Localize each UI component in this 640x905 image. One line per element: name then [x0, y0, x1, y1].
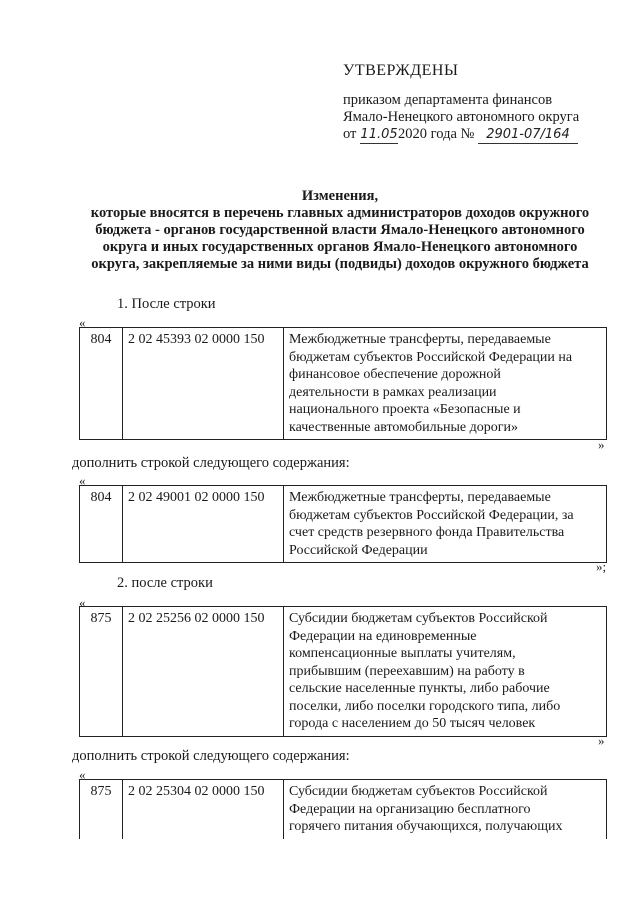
- table-row-new-1: [79, 485, 607, 563]
- title-line-4: округа, закрепляемые за ними виды (подвиды) доходов окружного бюджета: [91, 256, 589, 272]
- table-row-after-2: [79, 606, 607, 737]
- description-line: Субсидии бюджетам субъектов Российской: [289, 611, 548, 626]
- quote-open: «: [79, 473, 86, 488]
- table-row-after-1: [79, 327, 607, 440]
- description-line: Российской Федерации: [289, 542, 428, 558]
- description-line: горячего питания обучающихся, получающих: [289, 819, 563, 834]
- supplement-text-2: дополнить строкой следующего содержания:: [72, 748, 350, 764]
- date-prefix: от: [343, 126, 357, 142]
- kbk-cell: 2 02 25256 02 0000 150: [123, 607, 284, 737]
- table-row-new-2: [79, 779, 607, 839]
- description-cell: [284, 607, 607, 737]
- description-line: бюджетам субъектов Российской Федерации, за: [289, 507, 574, 523]
- description-line: Федерации на организацию бесплатного: [289, 801, 531, 817]
- quote-close: »;: [596, 559, 607, 574]
- admin-code-cell: 804: [80, 328, 123, 440]
- approved-heading: УТВЕРЖДЕНЫ: [343, 62, 459, 79]
- title-line-3: округа и иных государственных органов Ямало-Ненецкого автономного: [102, 239, 578, 255]
- quote-open: «: [79, 595, 86, 610]
- kbk-cell: 2 02 25304 02 0000 150: [123, 780, 284, 839]
- description-line: компенсационные выплаты учителям,: [289, 646, 516, 661]
- approval-line-3: [343, 126, 578, 144]
- description-line: бюджетам субъектов Российской Федерации на: [289, 349, 573, 365]
- title-line-2: бюджета - органов государственной власти Ямало-Ненецкого автономного: [95, 222, 585, 238]
- description-line: Субсидии бюджетам субъектов Российской: [289, 784, 548, 799]
- section-2-label: 2. после строки: [117, 575, 213, 591]
- admin-code-cell: 804: [80, 486, 123, 563]
- description-line: поселки, либо поселки городского типа, либо: [289, 698, 561, 714]
- description-line: Межбюджетные трансферты, передаваемые: [289, 332, 551, 347]
- kbk-cell: 2 02 45393 02 0000 150: [123, 328, 284, 440]
- quote-close: »: [598, 733, 605, 748]
- description-line: города с населением до 50 тысяч человек: [289, 716, 536, 731]
- quote-open: «: [79, 767, 86, 782]
- description-line: деятельности в рамках реализации: [289, 384, 497, 400]
- document-title: [70, 188, 610, 273]
- description-line: национального проекта «Безопасные и: [289, 402, 521, 417]
- kbk-cell: 2 02 49001 02 0000 150: [123, 486, 284, 563]
- description-line: качественные автомобильные дороги»: [289, 419, 518, 435]
- title-heading: Изменения,: [301, 188, 379, 204]
- handwritten-date: 11.05: [360, 127, 398, 142]
- description-line: Межбюджетные трансферты, передаваемые: [289, 490, 551, 505]
- section-1-label: 1. После строки: [117, 296, 216, 312]
- description-line: сельские населенные пункты, либо рабочие: [289, 681, 550, 696]
- title-line-1: которые вносятся в перечень главных администраторов доходов окружного: [90, 205, 590, 221]
- quote-open: «: [79, 315, 86, 330]
- handwritten-order-number: 2901-07/164: [478, 126, 578, 144]
- approval-line-1: приказом департамента финансов: [343, 92, 553, 108]
- supplement-text-1: дополнить строкой следующего содержания:: [72, 455, 350, 471]
- date-year-number-label: 2020 года №: [398, 126, 475, 142]
- admin-code-cell: 875: [80, 780, 123, 839]
- description-cell: [284, 486, 607, 563]
- quote-close: »: [598, 437, 605, 452]
- approval-line-2: Ямало-Ненецкого автономного округа: [343, 109, 580, 125]
- description-cell: [284, 780, 607, 839]
- description-cell: [284, 328, 607, 440]
- description-line: прибывшим (переехавшим) на работу в: [289, 663, 525, 679]
- description-line: финансовое обеспечение дорожной: [289, 367, 501, 382]
- admin-code-cell: 875: [80, 607, 123, 737]
- description-line: Федерации на единовременные: [289, 628, 477, 644]
- description-line: счет средств резервного фонда Правительства: [289, 525, 565, 540]
